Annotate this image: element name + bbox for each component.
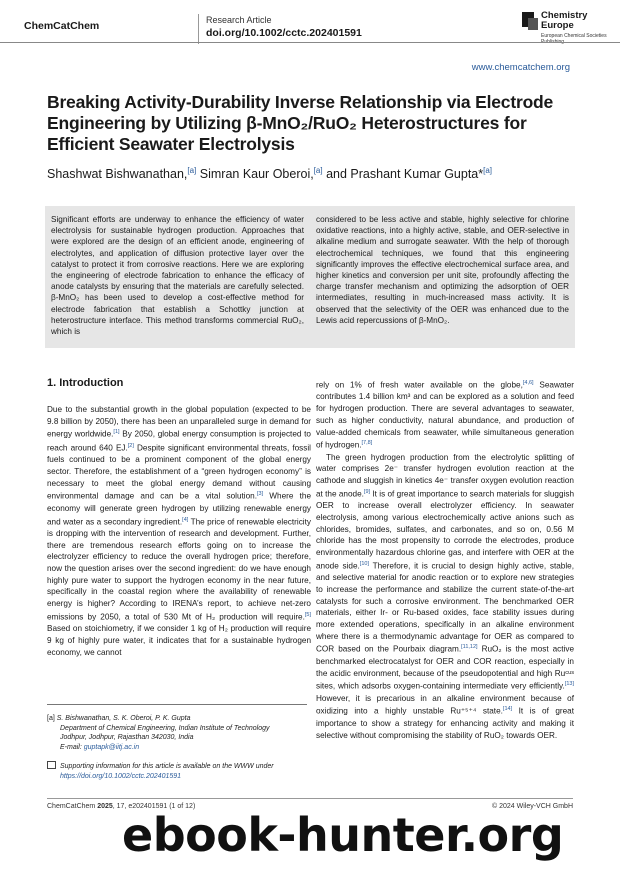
citation[interactable]: [10] xyxy=(359,560,369,567)
abstract-right-column xyxy=(316,214,569,326)
publisher-logo-subtitle: European Chemical Societies xyxy=(541,33,607,39)
paragraph: The green hydrogen production from the electrolytic splitting of water comprises 2e⁻ transfer hydrogen evolution reaction at the cathode and sluggish in kinetics 4e⁻ transfer oxygen evolution reaction at the anode.[9] It is of great importance to search materials for sluggish OER to increase overall electrolyzer efficiency. In seawater electrolysis, among various electrochemically active anions such as chlorides, bromides, sulfates, and carbonates, and so on, 0.56 M chloride has the most propensity to corrode the electrodes, produce environmentally hazardous chlorine gas, and interfere with OER at the anode side.[10] Therefore, it is crucial to design highly active, stable, and selective material for anodic reaction or to explore new strategies to increase the performance and stabilize the current state-of-the-art catalysts for such a corrosive environment. The benchmarked OER materials, either Ir- or Ru-based oxides, face stability issues during more extended operations, specifically in an alkaline environment where there is a thermodynamic advantage for OER as compared to COR based on the Pourbaix diagram.[11,12] RuO₂ is the most active benchmarked electrocatalyst for OER and COR reaction, especially in the acidic environment, because of the pseudopotential and high Ruᶜᵘˢ sites, which adsorbs oxygen-containing intermediate very efficiently.[13] However, it is precarious in an alkaline environment because of oxidizing into a highly unstable Ru⁺⁵⁺⁴ state.[14] It is of great importance to show a strategy for enhancing activity and making it selective without compromising the stability of RuO₂ towards OER. xyxy=(316,452,574,740)
article-type: Research Article xyxy=(206,15,272,25)
footer-citation: ChemCatChem 2025, 17, e202401591 (1 of 12) xyxy=(47,803,196,810)
section-heading: 1. Introduction xyxy=(47,377,124,389)
citation[interactable]: [4,6] xyxy=(522,380,534,386)
publisher-logo-icon-accent xyxy=(528,18,538,30)
affiliation-marker: [a] xyxy=(187,166,197,175)
author-name: and Prashant Kumar Gupta* xyxy=(322,167,484,182)
document-icon xyxy=(47,761,56,769)
citation[interactable]: [5] xyxy=(304,611,311,618)
citation[interactable]: [11,12] xyxy=(461,644,478,651)
affiliation-marker: [a] xyxy=(313,166,323,175)
footnote-names: S. Bishwanathan, S. K. Oberoi, P. K. Gupta xyxy=(54,715,191,722)
footnote-address: Jodhpur, Jodhpur, Rajasthan 342030, India xyxy=(60,734,194,741)
journal-url[interactable]: www.chemcatchem.org xyxy=(471,62,570,73)
author-name: Simran Kaur Oberoi, xyxy=(196,167,314,182)
footnote-rule xyxy=(47,704,307,705)
citation[interactable]: [13] xyxy=(564,681,574,688)
publisher-logo-title: Chemistry Europe xyxy=(541,10,588,31)
citation[interactable]: [4] xyxy=(182,516,189,523)
affiliation-footnote xyxy=(47,714,309,752)
citation[interactable]: [3] xyxy=(256,491,264,498)
body-right-column xyxy=(316,378,574,741)
footnote-label: [a] xyxy=(47,715,55,722)
journal-name: ChemCatChem xyxy=(24,20,100,32)
author-list xyxy=(47,166,492,181)
footer-copyright: © 2024 Wiley-VCH GmbH xyxy=(491,803,573,810)
footnote-department: Department of Chemical Engineering, Indian Institute of Technology xyxy=(60,724,270,732)
body-left-column xyxy=(47,404,311,658)
abstract-text: considered to be less active and stable, highly selective for chlorine oxidative reactions, into a highly active, stable, and OER-selective in alkaline medium and surrogate seawater. With the help of thorough electrochemical techniques, we found that this engineering significantly improves the effective electrochemical surface area, and higher kinetics and conversion per unit site, profoundly affecting the charge transfer mechanism and optimizing the adsorption of OER intermediates, resulting in much-increased mass activity. It is observed that the selectivity of the OER was enhanced due to the Lewis acid repercussions of β-MnO₂. xyxy=(316,215,569,325)
watermark: ebook-hunter.org xyxy=(122,808,564,862)
abstract-box xyxy=(45,206,575,348)
citation[interactable]: [7,8] xyxy=(361,440,373,447)
citation[interactable]: [1] xyxy=(113,429,120,436)
doi-link[interactable]: doi.org/10.1002/cctc.202401591 xyxy=(206,27,362,39)
header-rule xyxy=(0,42,620,43)
supporting-info-text: Supporting information for this article is available on the WWW under xyxy=(60,763,274,770)
abstract-left-column xyxy=(51,214,304,337)
supporting-info-note xyxy=(47,761,309,781)
article-title: Breaking Activity-Durability Inverse Relationship via Electrode Engineering by Utilizing β-MnO₂/RuO₂ Heterostructures for Efficient Seawater Electrolysis xyxy=(47,92,554,154)
citation[interactable]: [9] xyxy=(363,488,371,495)
author-name: Shashwat Bishwanathan, xyxy=(47,167,188,182)
citation[interactable]: [2] xyxy=(127,442,134,449)
abstract-text: Significant efforts are underway to enhance the efficiency of water electrolysis for sustainable hydrogen production. Approaches that were explored are the design of an efficient anode, engineering of electrolytes, and application of diffusion protective layer over the catalyst to protect it from corrosive reactions. Here we are exploring the engineering of electrode fabrication to enhance the efficacy of anode catalysts by ensuring that the materials are carefully selected. β-MnO₂ has been used to develop a cost-effective method for electrode fabrication that establish a Schottky junction at heterostructure interface. This method transforms commercial RuO₂, which is xyxy=(51,215,304,337)
supporting-info-link[interactable]: https://doi.org/10.1002/cctc.202401591 xyxy=(60,772,182,780)
footer-rule xyxy=(47,798,573,799)
email-label: E-mail: xyxy=(60,743,84,751)
paragraph: rely on 1% of fresh water available on the globe,[4,6] Seawater contributes 1.4 billion km³ and can be explored as a solution and feed for hydrogen production. There are several advantages to seawater, such as higher conductivity, natural abundance, and production of value-added chemicals from seawater, while simultaneous generation of hydrogen.[7,8] xyxy=(316,380,574,450)
affiliation-marker: [a] xyxy=(483,166,493,175)
email-link[interactable]: guptapk@iitj.ac.in xyxy=(83,743,140,751)
header-divider xyxy=(198,14,199,44)
citation[interactable]: [14] xyxy=(502,706,513,713)
paragraph: Due to the substantial growth in the global population (expected to be 9.8 billion by 2050), there has been an unparalleled surge in demand for energy worldwide.[1] By 2050, global energy consumption is projected to reach around 640 EJ.[2] Despite significant environmental threats, fossil fuels continued to be a prominent component of the global energy sector. Therefore, the establishment of a “green hydrogen economy” is necessary to meet the global energy demand without causing environmental damage and can be a vital solution.[3] Where the economy will generate green hydrogen by utilizing renewable energy and water as a secondary ingredient.[4] The price of renewable electricity is dropping with the intervention of research and development. Further, there are tremendous research efforts going on to increase the electrolyzer efficiency to reduce the overall hydrogen price; therefore, now the question arises over the second ingredient: do we have enough highly pure water to support the hydrogen economy in the near future, specifically in the coastal region where the availability of renewable energy is higher? According to IRENA’s report, to achieve net-zero emissions by 2050, a total of 530 Mt of H₂ production will require.[5] Based on stoichiometry, if we consider 1 kg of H₂ production will require 9 kg of highly pure water, it indicates that for a sustainable hydrogen economy, we cannot xyxy=(47,405,311,657)
